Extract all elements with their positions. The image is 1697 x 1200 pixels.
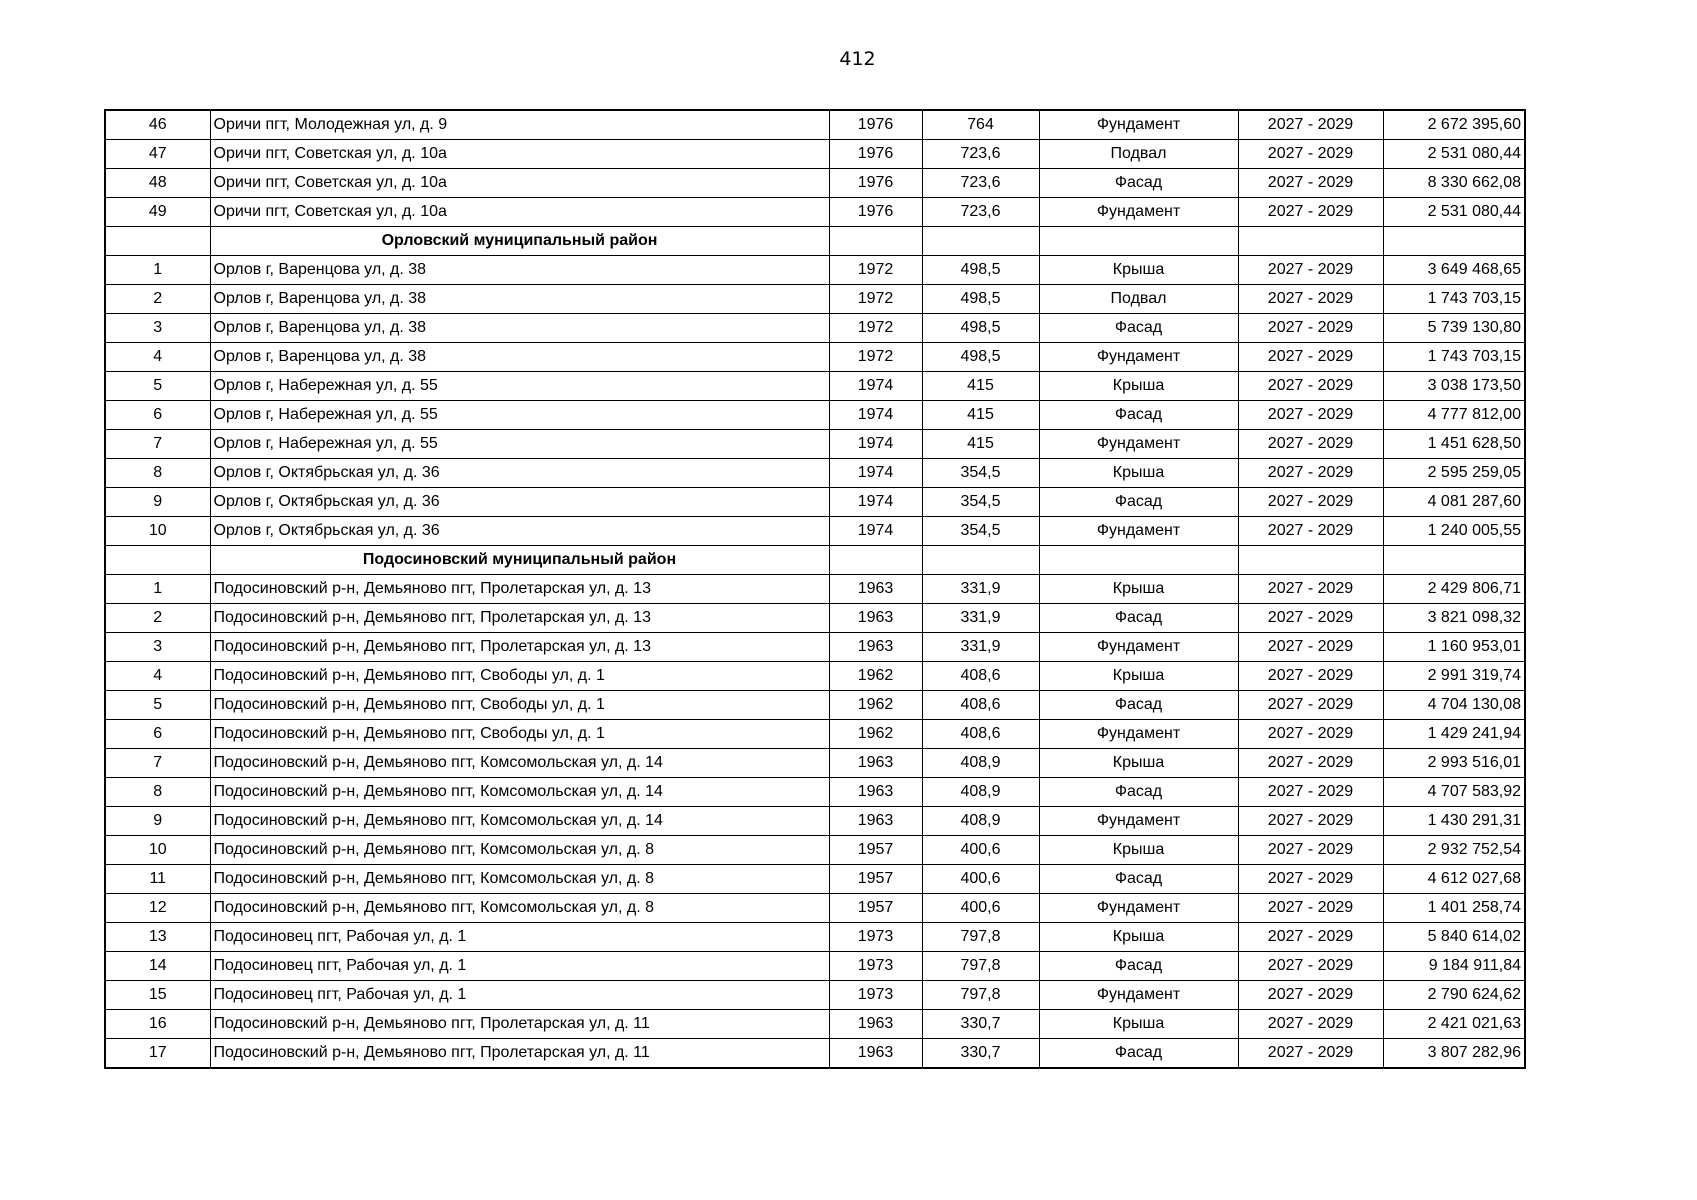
build-year-cell: 1974 [829,488,922,517]
period-cell: 2027 - 2029 [1238,285,1383,314]
period-cell: 2027 - 2029 [1238,488,1383,517]
area-cell: 797,8 [922,952,1039,981]
cost-cell: 4 081 287,60 [1383,488,1525,517]
area-cell: 415 [922,372,1039,401]
period-cell: 2027 - 2029 [1238,923,1383,952]
address-cell: Подосиновский р-н, Демьяново пгт, Пролетарская ул, д. 11 [210,1010,829,1039]
cost-cell: 2 531 080,44 [1383,140,1525,169]
cost-cell: 1 160 953,01 [1383,633,1525,662]
row-number-cell: 9 [105,807,210,836]
area-cell: 723,6 [922,198,1039,227]
period-cell: 2027 - 2029 [1238,140,1383,169]
table-row [105,662,1525,691]
row-number-cell: 2 [105,285,210,314]
period-cell: 2027 - 2029 [1238,691,1383,720]
work-type-cell: Крыша [1039,836,1238,865]
period-cell: 2027 - 2029 [1238,575,1383,604]
table-row [105,1010,1525,1039]
row-number-cell: 6 [105,401,210,430]
cost-cell: 5 840 614,02 [1383,923,1525,952]
area-cell: 797,8 [922,923,1039,952]
address-cell: Орлов г, Набережная ул, д. 55 [210,401,829,430]
table-row [105,923,1525,952]
period-cell: 2027 - 2029 [1238,1039,1383,1069]
area-cell: 498,5 [922,314,1039,343]
period-cell: 2027 - 2029 [1238,343,1383,372]
repair-registry-table [104,109,1526,1069]
build-year-cell: 1963 [829,1010,922,1039]
work-type-cell: Крыша [1039,749,1238,778]
row-number-cell: 47 [105,140,210,169]
address-cell: Оричи пгт, Советская ул, д. 10а [210,198,829,227]
row-number-cell: 5 [105,372,210,401]
cost-cell: 8 330 662,08 [1383,169,1525,198]
area-cell: 354,5 [922,488,1039,517]
cost-cell: 2 672 395,60 [1383,110,1525,140]
period-cell: 2027 - 2029 [1238,981,1383,1010]
build-year-cell: 1963 [829,633,922,662]
cost-cell: 9 184 911,84 [1383,952,1525,981]
build-year-cell: 1962 [829,691,922,720]
build-year-cell: 1972 [829,256,922,285]
work-type-cell: Фундамент [1039,110,1238,140]
row-number-cell: 4 [105,343,210,372]
area-cell: 723,6 [922,140,1039,169]
address-cell: Подосиновский р-н, Демьяново пгт, Пролетарская ул, д. 13 [210,604,829,633]
row-number-cell: 17 [105,1039,210,1069]
empty-cell [1039,546,1238,575]
table-row [105,1039,1525,1069]
period-cell: 2027 - 2029 [1238,372,1383,401]
table-row [105,401,1525,430]
address-cell: Орлов г, Октябрьская ул, д. 36 [210,517,829,546]
build-year-cell: 1976 [829,198,922,227]
work-type-cell: Крыша [1039,923,1238,952]
area-cell: 797,8 [922,981,1039,1010]
work-type-cell: Подвал [1039,140,1238,169]
cost-cell: 1 430 291,31 [1383,807,1525,836]
period-cell: 2027 - 2029 [1238,894,1383,923]
area-cell: 331,9 [922,604,1039,633]
row-number-cell: 8 [105,459,210,488]
table-row [105,749,1525,778]
area-cell: 331,9 [922,575,1039,604]
cost-cell: 1 429 241,94 [1383,720,1525,749]
work-type-cell: Фасад [1039,691,1238,720]
page-number: 412 [839,48,876,70]
build-year-cell: 1973 [829,981,922,1010]
table-row [105,517,1525,546]
build-year-cell: 1974 [829,401,922,430]
row-number-cell: 1 [105,575,210,604]
cost-cell: 1 240 005,55 [1383,517,1525,546]
area-cell: 408,9 [922,807,1039,836]
work-type-cell: Фундамент [1039,430,1238,459]
build-year-cell: 1963 [829,1039,922,1069]
section-title: Орловский муниципальный район [210,227,829,256]
address-cell: Орлов г, Набережная ул, д. 55 [210,372,829,401]
section-title: Подосиновский муниципальный район [210,546,829,575]
address-cell: Оричи пгт, Советская ул, д. 10а [210,140,829,169]
row-number-cell: 2 [105,604,210,633]
table-row [105,343,1525,372]
empty-cell [829,227,922,256]
cost-cell: 1 743 703,15 [1383,285,1525,314]
section-header-row [105,546,1525,575]
work-type-cell: Фасад [1039,314,1238,343]
build-year-cell: 1963 [829,807,922,836]
work-type-cell: Фасад [1039,778,1238,807]
address-cell: Орлов г, Варенцова ул, д. 38 [210,285,829,314]
cost-cell: 1 743 703,15 [1383,343,1525,372]
area-cell: 400,6 [922,836,1039,865]
work-type-cell: Крыша [1039,662,1238,691]
cost-cell: 3 649 468,65 [1383,256,1525,285]
work-type-cell: Фундамент [1039,720,1238,749]
row-number-cell: 46 [105,110,210,140]
build-year-cell: 1957 [829,836,922,865]
work-type-cell: Фасад [1039,865,1238,894]
empty-cell [105,546,210,575]
work-type-cell: Фундамент [1039,981,1238,1010]
period-cell: 2027 - 2029 [1238,256,1383,285]
row-number-cell: 10 [105,836,210,865]
address-cell: Подосиновский р-н, Демьяново пгт, Свободы ул, д. 1 [210,720,829,749]
area-cell: 415 [922,401,1039,430]
work-type-cell: Фундамент [1039,198,1238,227]
build-year-cell: 1972 [829,285,922,314]
build-year-cell: 1976 [829,169,922,198]
address-cell: Подосиновский р-н, Демьяново пгт, Пролетарская ул, д. 13 [210,633,829,662]
address-cell: Подосиновский р-н, Демьяново пгт, Комсомольская ул, д. 14 [210,778,829,807]
table-row [105,198,1525,227]
build-year-cell: 1976 [829,110,922,140]
work-type-cell: Фасад [1039,169,1238,198]
row-number-cell: 5 [105,691,210,720]
area-cell: 764 [922,110,1039,140]
address-cell: Орлов г, Варенцова ул, д. 38 [210,256,829,285]
period-cell: 2027 - 2029 [1238,517,1383,546]
period-cell: 2027 - 2029 [1238,314,1383,343]
area-cell: 330,7 [922,1010,1039,1039]
address-cell: Подосиновец пгт, Рабочая ул, д. 1 [210,923,829,952]
cost-cell: 1 451 628,50 [1383,430,1525,459]
build-year-cell: 1974 [829,459,922,488]
work-type-cell: Фасад [1039,604,1238,633]
work-type-cell: Фундамент [1039,633,1238,662]
period-cell: 2027 - 2029 [1238,720,1383,749]
table-row [105,140,1525,169]
cost-cell: 4 612 027,68 [1383,865,1525,894]
cost-cell: 5 739 130,80 [1383,314,1525,343]
row-number-cell: 3 [105,633,210,662]
table-row [105,691,1525,720]
area-cell: 408,9 [922,749,1039,778]
build-year-cell: 1963 [829,604,922,633]
cost-cell: 2 991 319,74 [1383,662,1525,691]
period-cell: 2027 - 2029 [1238,865,1383,894]
period-cell: 2027 - 2029 [1238,633,1383,662]
cost-cell: 4 707 583,92 [1383,778,1525,807]
row-number-cell: 9 [105,488,210,517]
table-row [105,430,1525,459]
area-cell: 408,6 [922,662,1039,691]
area-cell: 498,5 [922,285,1039,314]
period-cell: 2027 - 2029 [1238,169,1383,198]
work-type-cell: Крыша [1039,256,1238,285]
row-number-cell: 15 [105,981,210,1010]
area-cell: 331,9 [922,633,1039,662]
address-cell: Оричи пгт, Советская ул, д. 10а [210,169,829,198]
address-cell: Подосиновский р-н, Демьяново пгт, Свободы ул, д. 1 [210,662,829,691]
area-cell: 408,6 [922,720,1039,749]
period-cell: 2027 - 2029 [1238,662,1383,691]
cost-cell: 2 531 080,44 [1383,198,1525,227]
cost-cell: 4 704 130,08 [1383,691,1525,720]
row-number-cell: 16 [105,1010,210,1039]
table-row [105,372,1525,401]
work-type-cell: Подвал [1039,285,1238,314]
section-header-row [105,227,1525,256]
work-type-cell: Крыша [1039,459,1238,488]
empty-cell [105,227,210,256]
table-row [105,720,1525,749]
row-number-cell: 14 [105,952,210,981]
empty-cell [1383,546,1525,575]
empty-cell [829,546,922,575]
address-cell: Орлов г, Октябрьская ул, д. 36 [210,459,829,488]
table-row [105,459,1525,488]
address-cell: Подосиновский р-н, Демьяново пгт, Комсомольская ул, д. 8 [210,836,829,865]
work-type-cell: Фасад [1039,1039,1238,1069]
row-number-cell: 3 [105,314,210,343]
period-cell: 2027 - 2029 [1238,807,1383,836]
cost-cell: 2 932 752,54 [1383,836,1525,865]
work-type-cell: Фундамент [1039,894,1238,923]
period-cell: 2027 - 2029 [1238,952,1383,981]
build-year-cell: 1963 [829,749,922,778]
work-type-cell: Фундамент [1039,807,1238,836]
period-cell: 2027 - 2029 [1238,110,1383,140]
table-row [105,256,1525,285]
area-cell: 498,5 [922,343,1039,372]
row-number-cell: 48 [105,169,210,198]
cost-cell: 2 429 806,71 [1383,575,1525,604]
build-year-cell: 1957 [829,865,922,894]
build-year-cell: 1963 [829,778,922,807]
work-type-cell: Фасад [1039,488,1238,517]
build-year-cell: 1974 [829,372,922,401]
row-number-cell: 7 [105,749,210,778]
address-cell: Подосиновский р-н, Демьяново пгт, Свободы ул, д. 1 [210,691,829,720]
table-row [105,952,1525,981]
work-type-cell: Крыша [1039,1010,1238,1039]
row-number-cell: 49 [105,198,210,227]
work-type-cell: Крыша [1039,372,1238,401]
empty-cell [1238,227,1383,256]
address-cell: Орлов г, Набережная ул, д. 55 [210,430,829,459]
table-row [105,575,1525,604]
address-cell: Подосиновский р-н, Демьяново пгт, Комсомольская ул, д. 8 [210,894,829,923]
period-cell: 2027 - 2029 [1238,778,1383,807]
work-type-cell: Фасад [1039,401,1238,430]
build-year-cell: 1976 [829,140,922,169]
address-cell: Орлов г, Октябрьская ул, д. 36 [210,488,829,517]
period-cell: 2027 - 2029 [1238,749,1383,778]
cost-cell: 3 038 173,50 [1383,372,1525,401]
address-cell: Подосиновский р-н, Демьяново пгт, Комсомольская ул, д. 14 [210,749,829,778]
address-cell: Подосиновский р-н, Демьяново пгт, Пролетарская ул, д. 11 [210,1039,829,1069]
address-cell: Орлов г, Варенцова ул, д. 38 [210,314,829,343]
empty-cell [922,227,1039,256]
table-row [105,169,1525,198]
table-row [105,807,1525,836]
cost-cell: 4 777 812,00 [1383,401,1525,430]
build-year-cell: 1957 [829,894,922,923]
table-row [105,285,1525,314]
table-row [105,778,1525,807]
work-type-cell: Фасад [1039,952,1238,981]
table-row [105,894,1525,923]
build-year-cell: 1963 [829,575,922,604]
area-cell: 408,6 [922,691,1039,720]
build-year-cell: 1974 [829,517,922,546]
period-cell: 2027 - 2029 [1238,1010,1383,1039]
period-cell: 2027 - 2029 [1238,401,1383,430]
area-cell: 415 [922,430,1039,459]
build-year-cell: 1973 [829,952,922,981]
address-cell: Подосиновец пгт, Рабочая ул, д. 1 [210,981,829,1010]
work-type-cell: Фундамент [1039,517,1238,546]
row-number-cell: 4 [105,662,210,691]
period-cell: 2027 - 2029 [1238,836,1383,865]
build-year-cell: 1972 [829,343,922,372]
table-row [105,604,1525,633]
area-cell: 498,5 [922,256,1039,285]
address-cell: Подосиновский р-н, Демьяново пгт, Комсомольская ул, д. 8 [210,865,829,894]
cost-cell: 3 821 098,32 [1383,604,1525,633]
area-cell: 723,6 [922,169,1039,198]
period-cell: 2027 - 2029 [1238,430,1383,459]
address-cell: Подосиновский р-н, Демьяново пгт, Пролетарская ул, д. 13 [210,575,829,604]
period-cell: 2027 - 2029 [1238,198,1383,227]
area-cell: 354,5 [922,459,1039,488]
table-row [105,314,1525,343]
table-row [105,865,1525,894]
row-number-cell: 6 [105,720,210,749]
empty-cell [1238,546,1383,575]
row-number-cell: 11 [105,865,210,894]
row-number-cell: 13 [105,923,210,952]
address-cell: Подосиновец пгт, Рабочая ул, д. 1 [210,952,829,981]
empty-cell [922,546,1039,575]
row-number-cell: 1 [105,256,210,285]
area-cell: 330,7 [922,1039,1039,1069]
build-year-cell: 1974 [829,430,922,459]
address-cell: Оричи пгт, Молодежная ул, д. 9 [210,110,829,140]
row-number-cell: 7 [105,430,210,459]
build-year-cell: 1962 [829,720,922,749]
cost-cell: 2 993 516,01 [1383,749,1525,778]
work-type-cell: Крыша [1039,575,1238,604]
build-year-cell: 1962 [829,662,922,691]
area-cell: 400,6 [922,865,1039,894]
table-row [105,633,1525,662]
work-type-cell: Фундамент [1039,343,1238,372]
cost-cell: 2 421 021,63 [1383,1010,1525,1039]
table-row [105,981,1525,1010]
area-cell: 400,6 [922,894,1039,923]
row-number-cell: 12 [105,894,210,923]
cost-cell: 1 401 258,74 [1383,894,1525,923]
table-row [105,488,1525,517]
table-row [105,836,1525,865]
area-cell: 408,9 [922,778,1039,807]
area-cell: 354,5 [922,517,1039,546]
cost-cell: 3 807 282,96 [1383,1039,1525,1069]
period-cell: 2027 - 2029 [1238,604,1383,633]
build-year-cell: 1973 [829,923,922,952]
table-row [105,110,1525,140]
period-cell: 2027 - 2029 [1238,459,1383,488]
cost-cell: 2 790 624,62 [1383,981,1525,1010]
empty-cell [1383,227,1525,256]
address-cell: Орлов г, Варенцова ул, д. 38 [210,343,829,372]
build-year-cell: 1972 [829,314,922,343]
row-number-cell: 8 [105,778,210,807]
row-number-cell: 10 [105,517,210,546]
cost-cell: 2 595 259,05 [1383,459,1525,488]
empty-cell [1039,227,1238,256]
address-cell: Подосиновский р-н, Демьяново пгт, Комсомольская ул, д. 14 [210,807,829,836]
